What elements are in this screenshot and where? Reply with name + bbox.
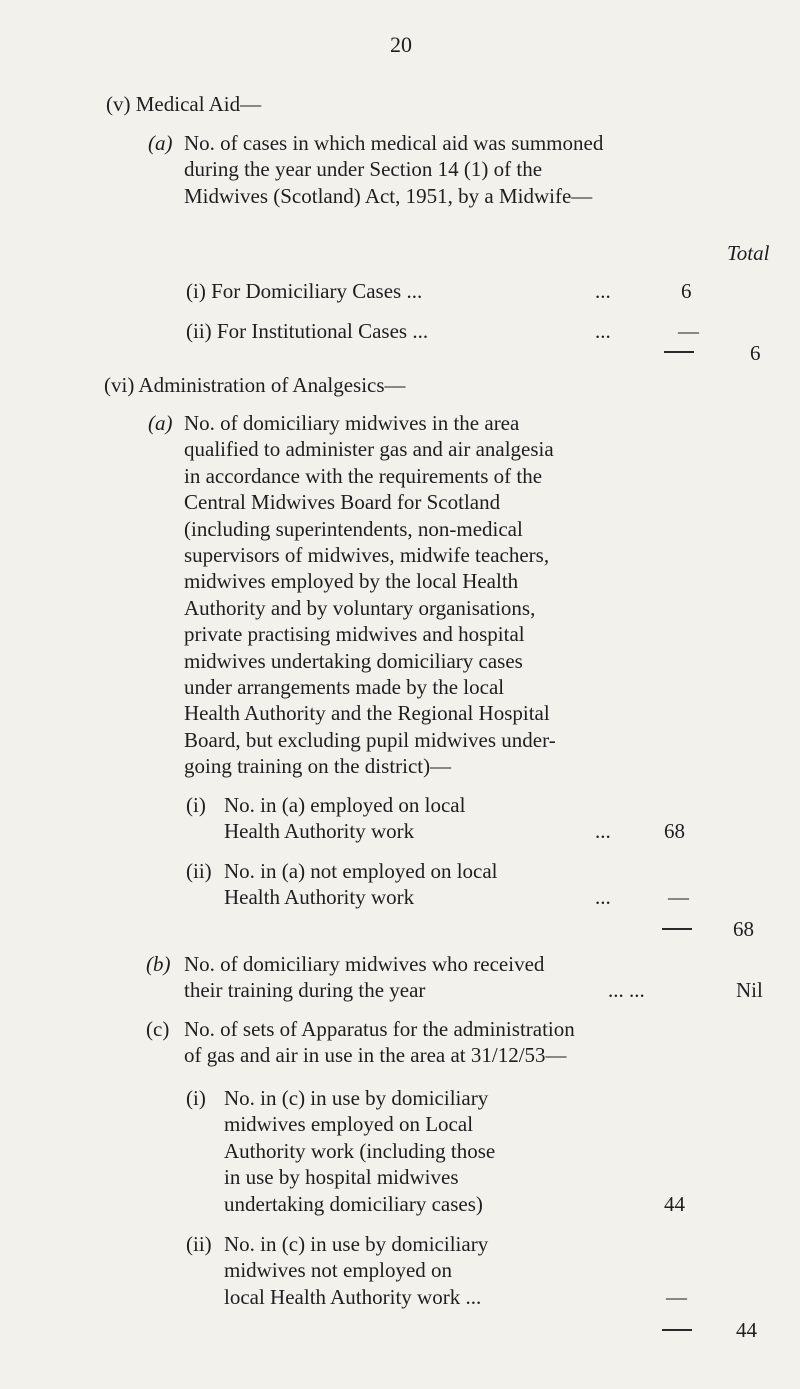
text-line: No. in (c) in use by domiciliary <box>224 1086 489 1110</box>
section-vi-a-i-label: (i) <box>186 793 206 817</box>
section-v-heading: (v) Medical Aid— <box>106 92 262 116</box>
section-vi-c-label: (c) <box>146 1017 170 1041</box>
section-v-item-ii-value: — <box>678 319 699 343</box>
section-v-item-i-value: 6 <box>681 279 692 303</box>
section-v-item-ii-label: (ii) For Institutional Cases ... <box>186 319 429 343</box>
dot-leader: ... <box>595 319 611 343</box>
section-vi-c-ii-label: (ii) <box>186 1232 212 1256</box>
dot-leader: ... ... <box>608 978 645 1002</box>
text-line: in use by hospital midwives <box>224 1165 459 1190</box>
section-v-a-label: (a) <box>148 131 173 155</box>
text-line: No. in (a) employed on local <box>224 793 466 817</box>
section-vi-a-text <box>184 410 556 780</box>
text-line: of gas and air in use in the area at 31/12/53— <box>184 1043 567 1068</box>
text-line: private practising midwives and hospital <box>184 622 525 647</box>
text-line: Authority work (including those <box>224 1138 496 1163</box>
section-vi-c-ii-text <box>224 1231 488 1310</box>
text-line: qualified to administer gas and air analgesia <box>184 437 554 462</box>
page-number: 20 <box>390 32 412 57</box>
text-line: Central Midwives Board for Scotland <box>184 490 501 515</box>
section-vi-a-ii-value: — <box>668 885 689 909</box>
text-line: No. in (c) in use by domiciliary <box>224 1232 489 1256</box>
text-line: Board, but excluding pupil midwives under- <box>184 727 556 752</box>
text-line: No. in (a) not employed on local <box>224 859 498 883</box>
section-vi-c-ii-value: — <box>666 1285 687 1309</box>
total-column-header: Total <box>727 241 770 265</box>
text-line: Health Authority and the Regional Hospital <box>184 701 550 726</box>
section-vi-c-i-value: 44 <box>664 1192 685 1216</box>
section-vi-b-label: (b) <box>146 952 171 976</box>
section-vi-a-ii-text <box>224 858 498 911</box>
text-line: during the year under Section 14 (1) of the <box>184 157 543 182</box>
section-vi-a-label: (a) <box>148 411 173 435</box>
text-line: Health Authority work <box>224 819 415 844</box>
dot-leader: ... <box>595 885 611 909</box>
dot-leader: ... <box>595 819 611 843</box>
text-line: under arrangements made by the local <box>184 675 505 700</box>
section-vi-c-text <box>184 1016 575 1069</box>
section-vi-c-i-text <box>224 1085 495 1217</box>
sum-rule <box>662 928 692 930</box>
sum-rule <box>664 351 694 353</box>
text-line: local Health Authority work ... <box>224 1284 482 1309</box>
text-line: No. of cases in which medical aid was summoned <box>184 131 604 155</box>
text-line: midwives undertaking domiciliary cases <box>184 648 523 673</box>
section-vi-a-ii-label: (ii) <box>186 859 212 883</box>
section-vi-c-total: 44 <box>736 1318 757 1342</box>
text-line: midwives not employed on <box>224 1258 453 1283</box>
text-line: supervisors of midwives, midwife teachers, <box>184 543 550 568</box>
text-line: No. of domiciliary midwives who received <box>184 952 545 976</box>
text-line: going training on the district)— <box>184 754 452 779</box>
text-line: Midwives (Scotland) Act, 1951, by a Midwife— <box>184 183 593 208</box>
sum-rule <box>662 1329 692 1331</box>
section-vi-a-total: 68 <box>733 917 754 941</box>
text-line: midwives employed by the local Health <box>184 569 519 594</box>
section-vi-b-value: Nil <box>736 978 763 1002</box>
text-line: their training during the year <box>184 978 426 1003</box>
text-line: Authority and by voluntary organisations, <box>184 595 536 620</box>
text-line: (including superintendents, non-medical <box>184 516 523 541</box>
text-line: midwives employed on Local <box>224 1112 474 1137</box>
dot-leader: ... <box>595 279 611 303</box>
section-v-item-i-label: (i) For Domiciliary Cases ... <box>186 279 423 303</box>
section-vi-a-i-value: 68 <box>664 819 685 843</box>
text-line: No. of sets of Apparatus for the administration <box>184 1017 575 1041</box>
section-vi-heading: (vi) Administration of Analgesics— <box>104 373 406 397</box>
section-vi-b-text <box>184 951 544 1004</box>
section-v-a-text <box>184 130 603 209</box>
text-line: undertaking domiciliary cases) <box>224 1191 483 1216</box>
text-line: No. of domiciliary midwives in the area <box>184 411 520 435</box>
text-line: in accordance with the requirements of the <box>184 463 543 488</box>
section-vi-a-i-text <box>224 792 465 845</box>
section-v-total: 6 <box>750 341 761 365</box>
text-line: Health Authority work <box>224 885 415 910</box>
section-vi-c-i-label: (i) <box>186 1086 206 1110</box>
